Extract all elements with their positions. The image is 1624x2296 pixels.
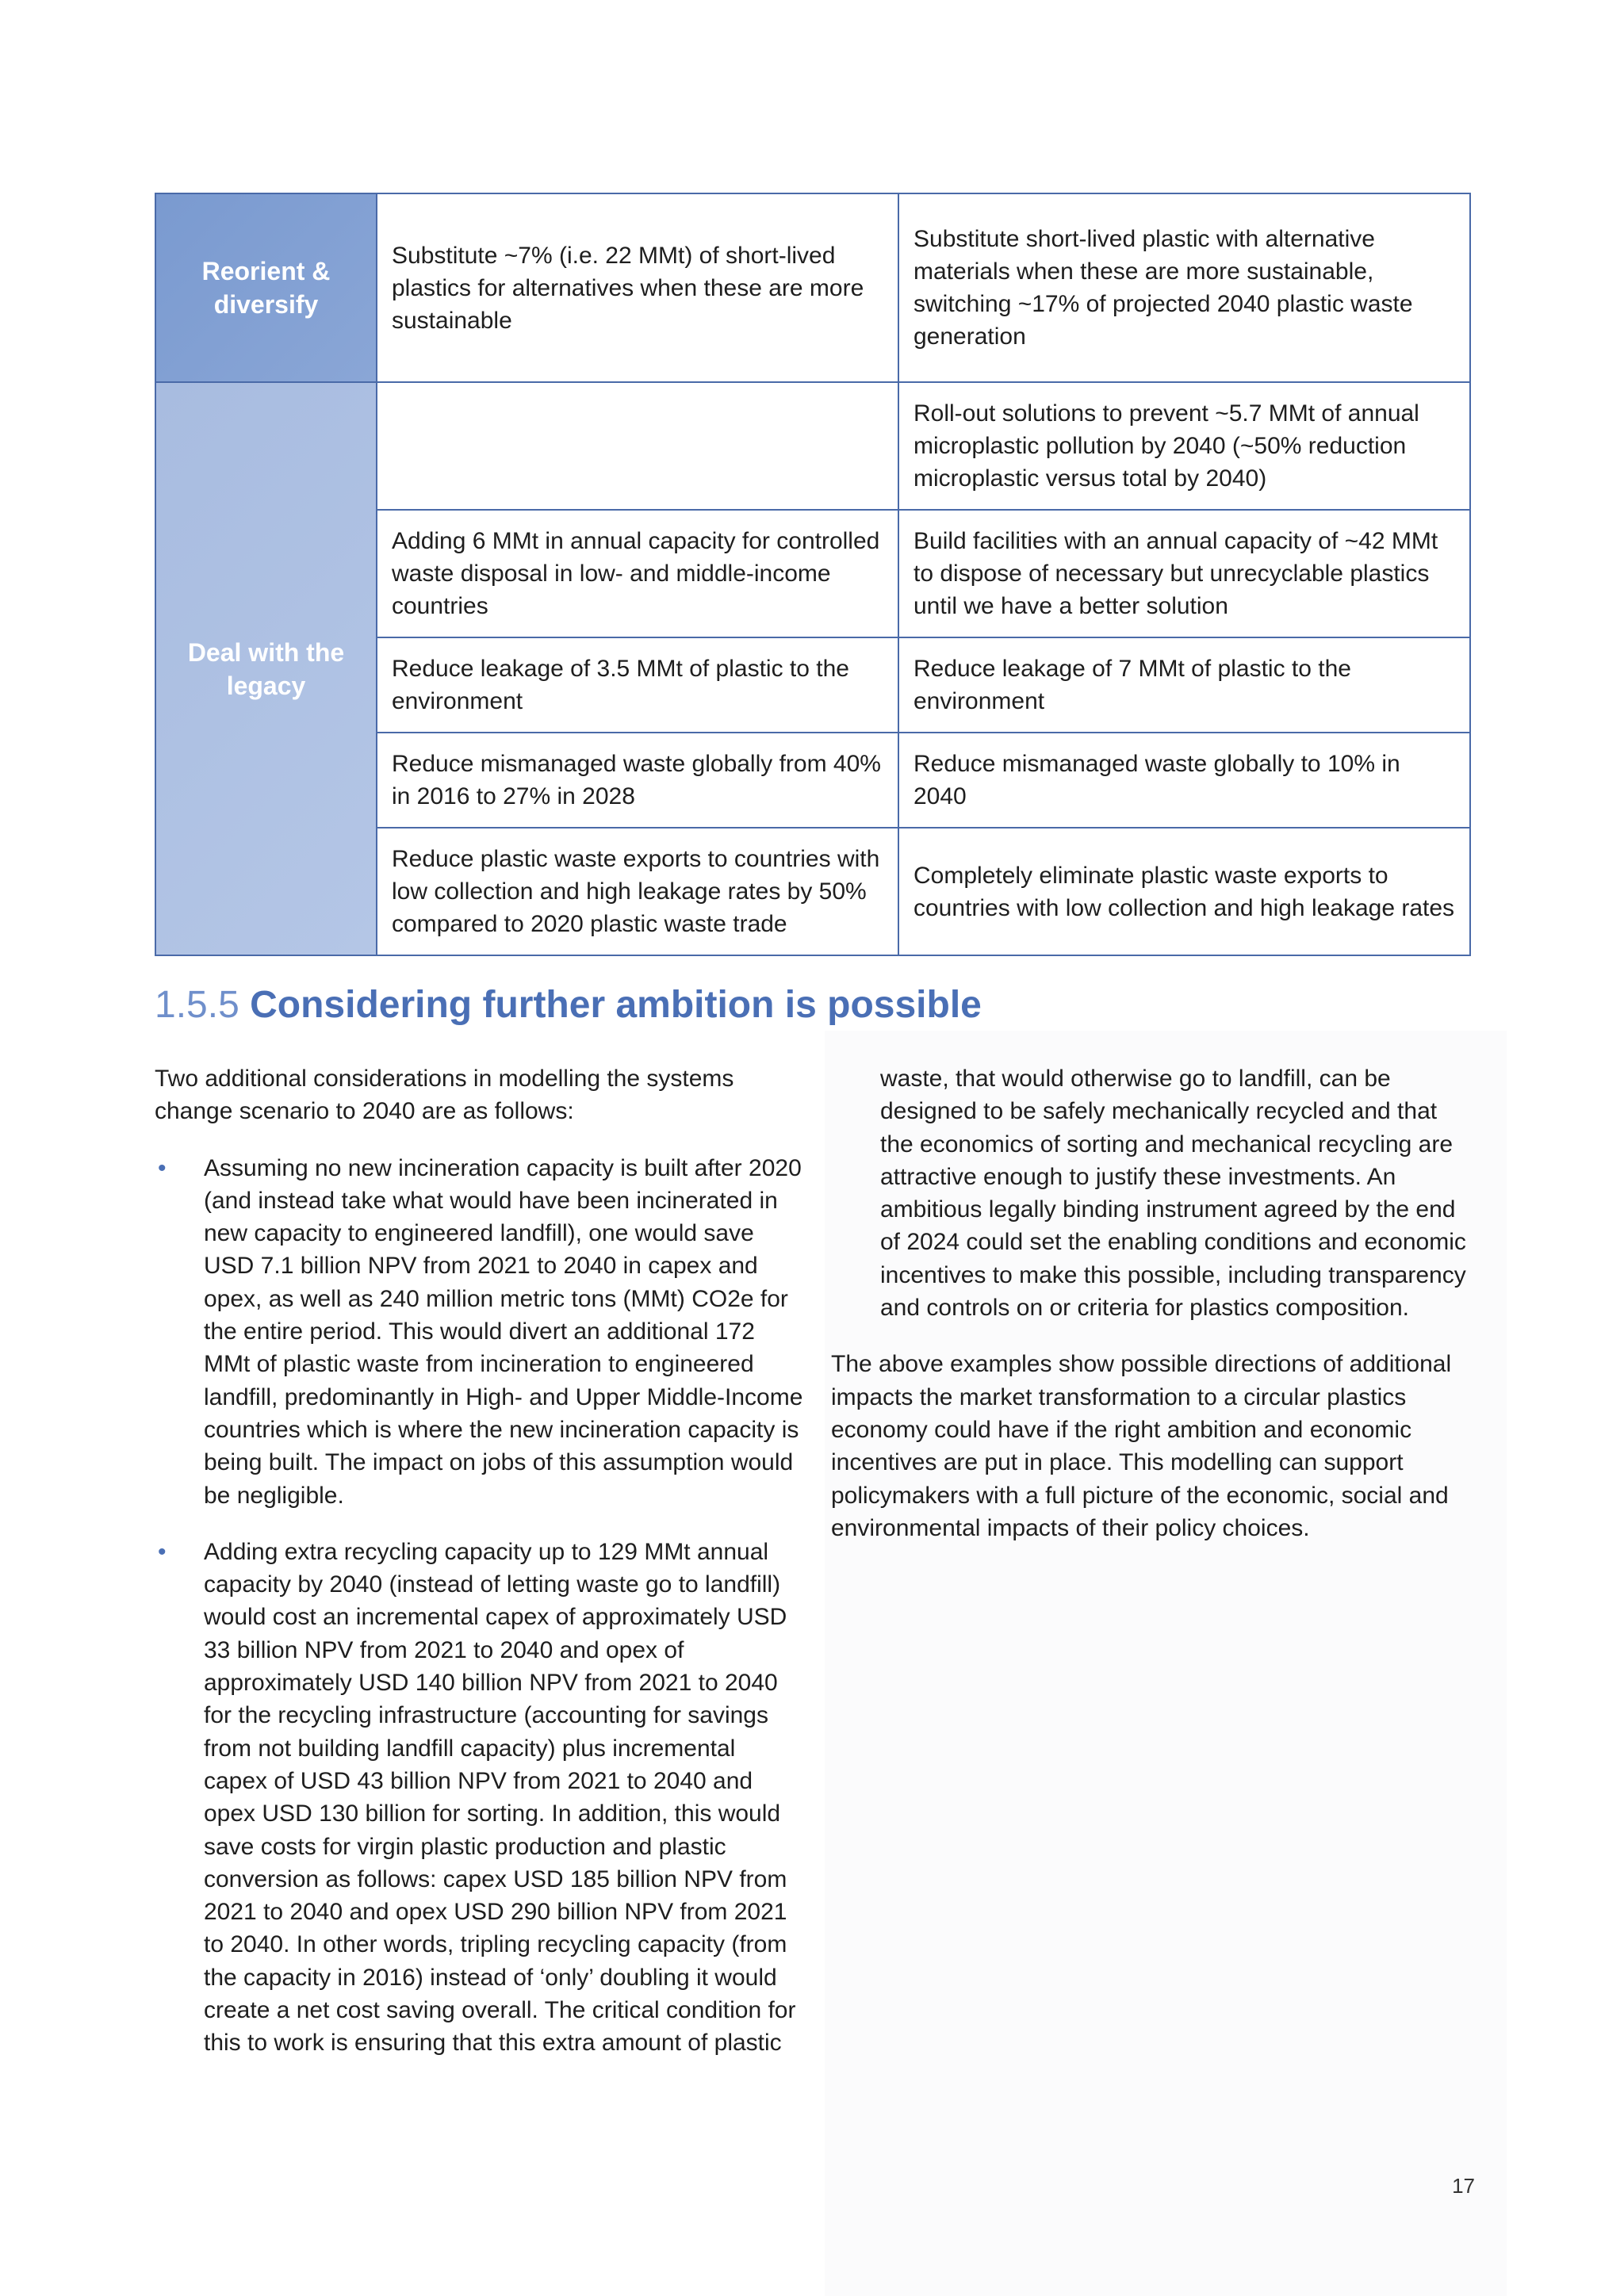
table-row — [155, 382, 1470, 510]
table-cell: Reduce leakage of 7 MMt of plastic to the environment — [898, 637, 1470, 733]
left-column — [155, 1062, 805, 2084]
table-cell: Reduce leakage of 3.5 MMt of plastic to the environment — [377, 637, 898, 733]
table-row — [155, 193, 1470, 382]
intro-paragraph: Two additional considerations in modelling the systems change scenario to 2040 are as follows: — [155, 1066, 734, 1125]
table-cell: Completely eliminate plastic waste exports to countries with low collection and high leakage rates — [898, 828, 1470, 955]
table-cell — [377, 382, 898, 510]
table-cell: Roll-out solutions to prevent ~5.7 MMt of annual microplastic pollution by 2040 (~50% reduction microplastic versus total by 2040) — [898, 382, 1470, 510]
targets-table — [155, 193, 1471, 956]
table-cell: Substitute short-lived plastic with alternative materials when these are more sustainable, switching ~17% of projected 2040 plastic waste generation — [898, 193, 1470, 382]
table-cell: Substitute ~7% (i.e. 22 MMt) of short-lived plastics for alternatives when these are more sustainable — [377, 193, 898, 382]
list-item — [155, 1536, 805, 2060]
bullet-icon: • — [158, 1538, 167, 1565]
bullet-icon: • — [158, 1154, 167, 1181]
table-cell: Adding 6 MMt in annual capacity for controlled waste disposal in low- and middle-income countries — [377, 510, 898, 637]
section-number: 1.5.5 — [155, 984, 239, 1026]
bullet-text: Assuming no new incineration capacity is built after 2020 (and instead take what would have been incinerated in new capacity to engineered landfill), one would save USD 7.1 billion NPV from 2021 to 2040 in capex and opex, as well as 240 million metric tons (MMt) CO2e for the entire period. This would divert an additional 172 MMt of plastic waste from incineration to engineered landfill, predominantly in High- and Upper Middle-Income countries which is where the new incineration capacity is being built. The impact on jobs of this assumption would be negligible. — [204, 1154, 803, 1509]
list-item — [155, 1152, 805, 1512]
bullet-text: Adding extra recycling capacity up to 129 MMt annual capacity by 2040 (instead of letting waste go to landfill) would cost an incremental capex of approximately USD 33 billion NPV from 2021 to 2040 and opex of approximately USD 140 billion NPV from 2021 to 2040 for the recycling infrastructure (accounting for savings from not building landfill capacity) plus incremental capex of USD 43 billion NPV from 2021 to 2040 and opex USD 130 billion for sorting. In addition, this would save costs for virgin plastic production and plastic conversion as follows: capex USD 185 billion NPV from 2021 to 2040 and opex USD 290 billion NPV from 2021 to 2040. In other words, tripling recycling capacity (from the capacity in 2016) instead of ‘only’ doubling it would create a net cost saving overall. The critical condition for this to work is ensuring that this extra amount of plastic — [204, 1538, 796, 2057]
table-cell: Reduce mismanaged waste globally to 10% in 2040 — [898, 733, 1470, 828]
category-cell: Reorient & diversify — [155, 193, 377, 382]
page-number: 17 — [1452, 2174, 1475, 2198]
table-cell: Reduce mismanaged waste globally from 40% in 2016 to 27% in 2028 — [377, 733, 898, 828]
section-title: Considering further ambition is possible — [250, 984, 982, 1026]
bullet-continuation: waste, that would otherwise go to landfill, can be designed to be safely mechanically recycled and that the economics of sorting and mechanical recycling are attractive enough to justify these investments. An ambitious legally binding instrument agreed by the end of 2024 could set the enabling conditions and economic incentives to make this possible, including transparency and controls on or criteria for plastics composition. — [880, 1066, 1466, 1322]
section-heading — [155, 982, 1503, 1029]
table-cell: Build facilities with an annual capacity of ~42 MMt to dispose of necessary but unrecyclable plastics until we have a better solution — [898, 510, 1470, 637]
closing-paragraph: The above examples show possible directions of additional impacts the market transformation to a circular plastics economy could have if the right ambition and economic incentives are put in place. This modelling can support policymakers with a full picture of the economic, social and environmental impacts of their policy choices. — [831, 1351, 1452, 1541]
right-column — [831, 1062, 1473, 1568]
category-cell: Deal with the legacy — [155, 382, 377, 955]
table-cell: Reduce plastic waste exports to countries with low collection and high leakage rates by 50% compared to 2020 plastic waste trade — [377, 828, 898, 955]
